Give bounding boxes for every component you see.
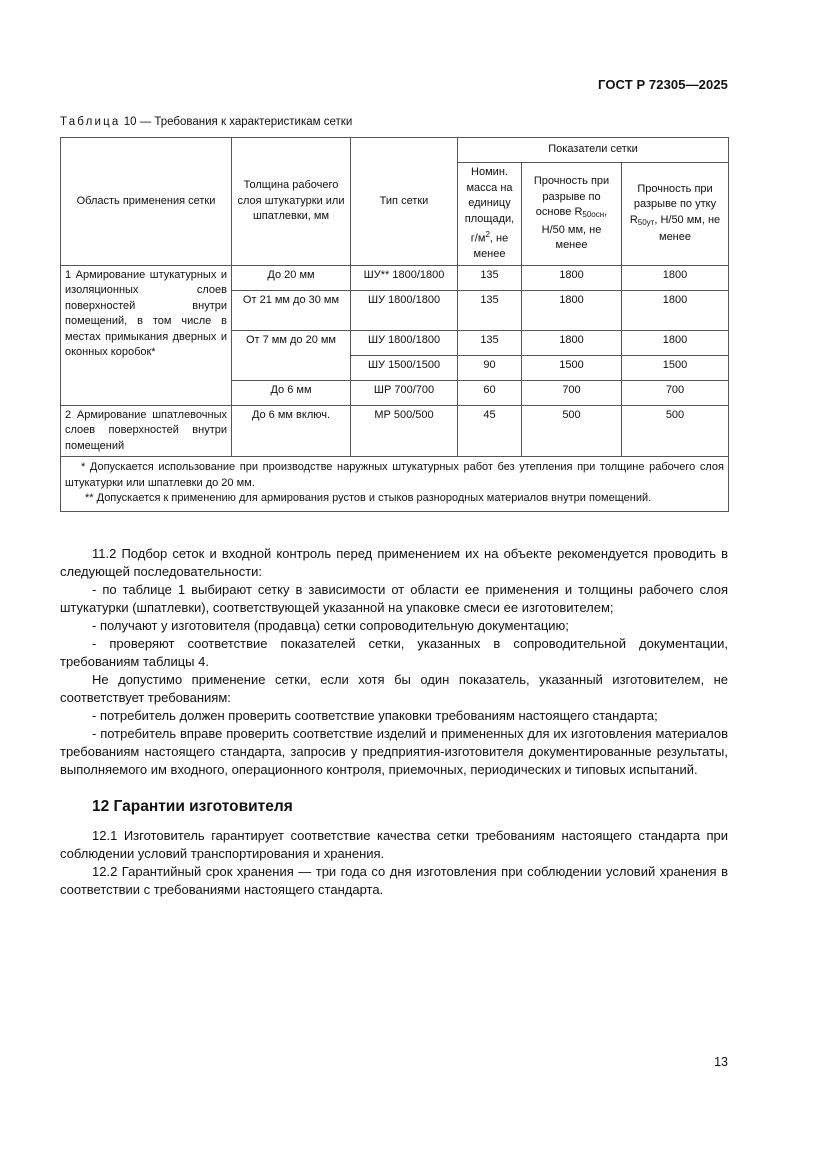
area-group-2: 2 Армирование шпатлевочных слоев поверхностей внутри помещений	[61, 405, 232, 457]
cell-type: ШУ 1500/1500	[351, 355, 458, 380]
list-item: - по таблице 1 выбирают сетку в зависимости от области ее применения и толщины рабочего слоя штукатурки (шпатлевки), соответствующей указанной на упаковке смеси ее изготовителем;	[60, 582, 728, 615]
header-area: Область применения сетки	[61, 138, 232, 266]
cell-weft: 1800	[622, 290, 729, 330]
list-item: - потребитель вправе проверить соответствие изделий и примененных для их изготовления материалов требованиям настоящего стандарта, запросив у предприятия-изготовителя документированные результаты, выполняемого им входного, операционного контроля, приемочных, периодических и типовых испытаний.	[60, 726, 728, 777]
list-item: - потребитель должен проверить соответствие упаковки требованиям настоящего стандарта;	[92, 708, 658, 723]
section-11-text	[60, 545, 728, 779]
header-indicators: Показатели сетки	[458, 138, 729, 163]
table-caption-text: 10 — Требования к характеристикам сетки	[123, 116, 353, 128]
list-item: - проверяют соответствие показателей сетки, указанных в сопроводительной документации, требованиям таблицы 4.	[60, 636, 728, 669]
header-thickness: Толщина рабочего слоя штукатурки или шпатлевки, мм	[232, 138, 351, 266]
table-row	[61, 405, 729, 457]
paragraph: 12.2 Гарантийный срок хранения — три года со дня изготовления при соблюдении условий хранения в соответствии с требованиями настоящего стандарта.	[60, 864, 728, 897]
cell-warp: 1800	[522, 330, 622, 355]
cell-mass: 135	[458, 330, 522, 355]
section-12-text	[60, 827, 728, 899]
table-notes	[61, 457, 729, 512]
cell-type: ШУ 1800/1800	[351, 330, 458, 355]
table-note-1: * Допускается использование при производстве наружных штукатурных работ без утепления при толщине рабочего слоя штукатурки или шпатлевки до 20 мм.	[65, 461, 724, 489]
cell-type: ШУ 1800/1800	[351, 290, 458, 330]
cell-warp: 1500	[522, 355, 622, 380]
page-number: 13	[714, 1055, 728, 1069]
cell-thickness: До 20 мм	[232, 265, 351, 290]
cell-type: ШУ** 1800/1800	[351, 265, 458, 290]
cell-weft: 1800	[622, 330, 729, 355]
cell-mass: 135	[458, 290, 522, 330]
cell-thickness: До 6 мм включ.	[232, 405, 351, 457]
area-group-1: 1 Армирование штукатурных и изоляционных слоев поверхностей внутри помещений, в том числе в местах примыкания дверных и оконных коробок*	[61, 265, 232, 405]
cell-type: МР 500/500	[351, 405, 458, 457]
cell-thickness: От 7 мм до 20 мм	[232, 330, 351, 380]
cell-weft: 1500	[622, 355, 729, 380]
list-item: - получают у изготовителя (продавца) сетки сопроводительную документацию;	[92, 618, 569, 633]
cell-mass: 135	[458, 265, 522, 290]
table-row	[61, 265, 729, 290]
table-caption-prefix: Таблица	[60, 116, 121, 128]
header-weft-strength: Прочность при разрыве по утку $R_{50ут}$, Н/50 мм, не менее	[622, 163, 729, 266]
header-type: Тип сетки	[351, 138, 458, 266]
cell-warp: 700	[522, 380, 622, 405]
table-caption	[60, 116, 352, 128]
cell-mass: 45	[458, 405, 522, 457]
cell-warp: 1800	[522, 265, 622, 290]
cell-mass: 60	[458, 380, 522, 405]
cell-mass: 90	[458, 355, 522, 380]
paragraph: 12.1 Изготовитель гарантирует соответствие качества сетки требованиям настоящего стандарта при соблюдении условий транспортирования и хранения.	[60, 828, 728, 861]
cell-type: ШР 700/700	[351, 380, 458, 405]
paragraph: Не допустимо применение сетки, если хотя бы один показатель, указанный изготовителем, не соответствует требованиям:	[60, 672, 728, 705]
cell-thickness: От 21 мм до 30 мм	[232, 290, 351, 330]
cell-weft: 500	[622, 405, 729, 457]
table-note-2: ** Допускается к применению для армирования рустов и стыков разнородных материалов внутри помещений.	[85, 492, 652, 505]
header-mass: Номин. масса на единицу площади, $г/м^2$, не менее	[458, 163, 522, 266]
document-code: ГОСТ Р 72305—2025	[598, 77, 728, 92]
cell-weft: 700	[622, 380, 729, 405]
requirements-table	[60, 137, 729, 512]
cell-weft: 1800	[622, 265, 729, 290]
paragraph: 11.2 Подбор сеток и входной контроль перед применением их на объекте рекомендуется проводить в следующей последовательности:	[60, 546, 728, 579]
cell-thickness: До 6 мм	[232, 380, 351, 405]
header-warp-strength: Прочность при разрыве по основе $R_{50осн}$, Н/50 мм, не менее	[522, 163, 622, 266]
cell-warp: 500	[522, 405, 622, 457]
cell-warp: 1800	[522, 290, 622, 330]
section-12-title: 12 Гарантии изготовителя	[92, 798, 293, 815]
